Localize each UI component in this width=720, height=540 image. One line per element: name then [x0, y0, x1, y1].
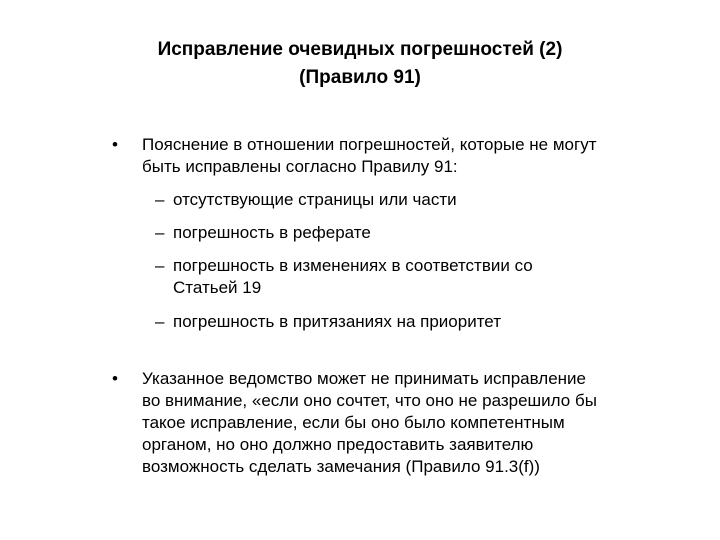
subitem-text [173, 222, 673, 244]
dash-marker-icon: – [155, 312, 165, 331]
bullet-text-line: быть исправлены согласно Правилу 91: [142, 157, 458, 176]
slide-title-line-1: Исправление очевидных погрешностей (2) [157, 39, 563, 60]
bullet-text-line: во внимание, «если оно сочтет, что оно не разрешило бы [142, 391, 597, 410]
bullet-text-line: Пояснение в отношении погрешностей, которые не могут [142, 135, 597, 154]
subitem-text-line: Статьей 19 [173, 278, 262, 297]
bullet-text-line: органом, но оно должно предоставить заявителю [142, 435, 534, 454]
dash-marker-icon: – [155, 190, 165, 209]
subitem-text [173, 311, 673, 333]
subitem-text [173, 189, 673, 211]
bullet-text-line: Указанное ведомство может не принимать исправление [142, 369, 586, 388]
subitem-text-line: отсутствующие страницы или части [173, 190, 457, 209]
subitem-text-line: погрешность в изменениях в соответствии со [173, 256, 533, 275]
subitem-text-line: погрешность в реферате [173, 223, 371, 242]
subitem-text-line: погрешность в притязаниях на приоритет [173, 312, 501, 331]
bullet-marker-icon: • [112, 369, 118, 388]
bullet-text-line: возможность сделать замечания (Правило 91.3(f)) [142, 457, 540, 476]
bullet-marker-icon: • [112, 135, 118, 154]
slide-title [60, 36, 660, 92]
subitem-text [173, 255, 673, 299]
dash-marker-icon: – [155, 223, 165, 242]
bullet-text-line: такое исправление, если бы оно было компетентным [142, 413, 565, 432]
bullet-text [142, 134, 702, 178]
slide-title-line-2: (Правило 91) [299, 67, 421, 88]
dash-marker-icon: – [155, 256, 165, 275]
bullet-text [142, 368, 702, 478]
